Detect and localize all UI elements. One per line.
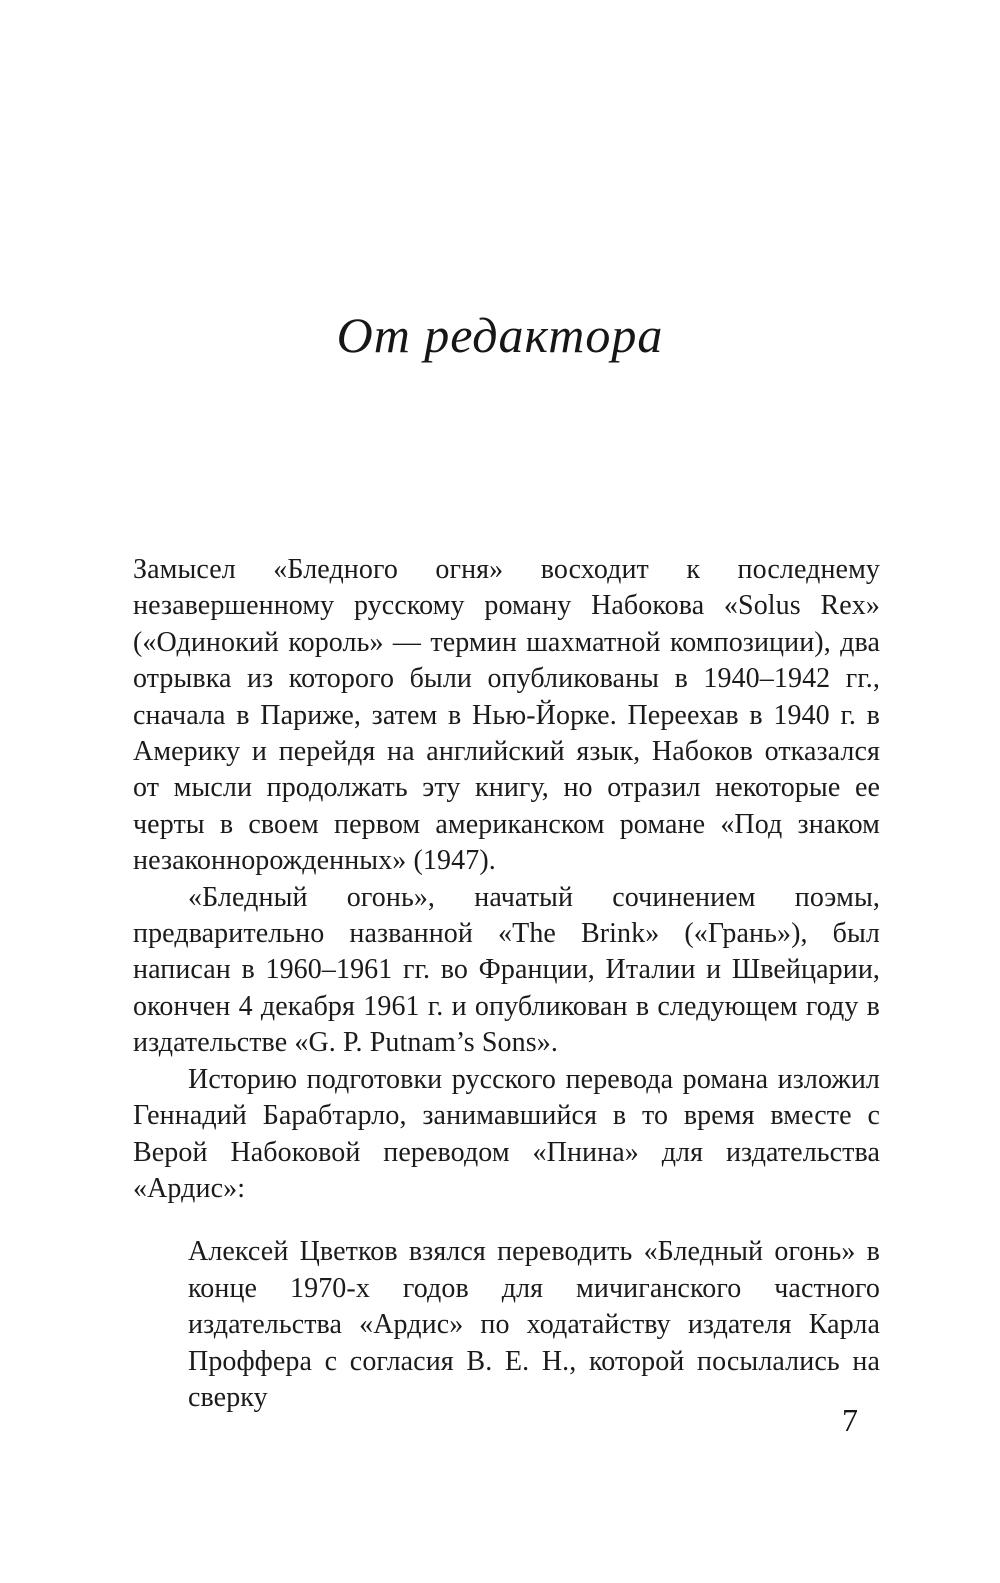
text-block [133,552,880,1416]
paragraph-2: «Бледный огонь», начатый сочинением поэмы, предварительно названной «The Brink» («Грань»), был написан в 1960–1961 гг. во Франции, Италии и Швейцарии, окончен 4 декабря 1961 г. и опубликован в следующем году в издательстве «G. P. Putnam’s Sons». [133,881,880,1059]
paragraph-3: Историю подготовки русского перевода романа изложил Геннадий Барабтарло, занимавшийся в то время вместе с Верой Набоковой переводом «Пнина» для издательства «Ардис»: [133,1063,880,1204]
blockquote: Алексей Цветков взялся переводить «Бледный огонь» в конце 1970-х годов для мичиганского частного издательства «Ардис» по ходатайству издателя Карла Проффера с согласия В. Е. Н., которой посылались на сверку [188,1236,880,1413]
paragraph-1: Замысел «Бледного огня» восходит к последнему незавершенному русскому роману Набокова «Solus Rex» («Одинокий король» — термин шахматной композиции), два отрывка из которого были опубликованы в 1940–1942 гг., сначала в Париже, затем в Нью-Йорке. Переехав в 1940 г. в Америку и перейдя на английский язык, Набоков отказался от мысли продолжать эту книгу, но отразил некоторые ее черты в своем первом американском романе «Под знаком незаконнорожденных» (1947). [133,554,880,877]
chapter-title: От редактора [336,307,664,363]
page-number: 7 [842,1402,858,1438]
